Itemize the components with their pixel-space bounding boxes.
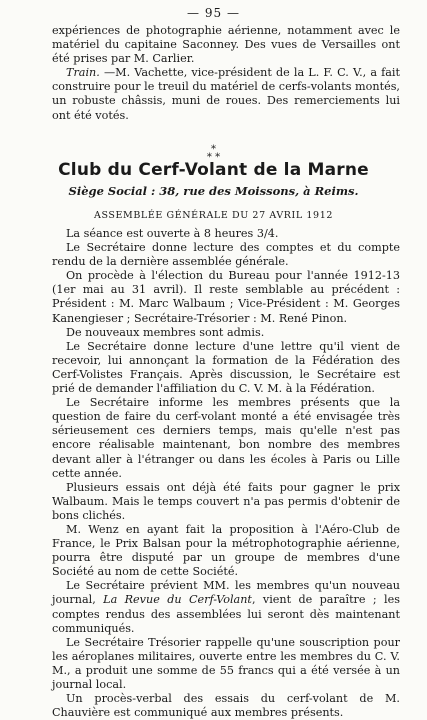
club-title: Club du Cerf-Volant de la Marne bbox=[58, 160, 369, 180]
minutes-paragraph: M. Wenz en ayant fait la proposition à l'Aéro-Club de France, le Prix Balsan pour la métrophotographie aérienne, pourra être disputé par un groupe de membres d'une Société au nom de cette Société. bbox=[52, 522, 400, 579]
assembly-heading: ASSEMBLÉE GÉNÉRALE DU 27 AVRIL 1912 bbox=[93, 210, 333, 221]
train-text: —M. Vachette, vice-président de la L. F. C. V., a fait construire pour le treuil du matériel de cerfs-volants montés, un robuste châssis, muni de roues. Des remerciements lui ont été votés. bbox=[52, 66, 400, 122]
revue-intro: Le Secrétaire prévient MM. les membres qu'un nouveau journal, bbox=[52, 579, 400, 607]
asterism-bottom: * * bbox=[206, 152, 221, 163]
minutes-paragraph: Le Secrétaire Trésorier rappelle qu'une souscription pour les aéroplanes militaires, ouverte entre les membres du C. V. M., a produit une somme de 55 francs qui a été versée à un journal local. bbox=[52, 635, 400, 691]
minutes-paragraph: De nouveaux membres sont admis. bbox=[66, 325, 265, 339]
minutes-paragraph: Un procès-verbal des essais du cerf-volant de M. Chauvière est communiqué aux membres présents. bbox=[52, 692, 400, 720]
minutes-paragraph: La séance est ouverte à 8 heures 3/4. bbox=[66, 227, 279, 240]
top-paragraph-1: expériences de photographie aérienne, notamment avec le matériel du capitaine Saconney. Des vues de Versailles ont été prises par M. Carlier. bbox=[52, 24, 400, 66]
minutes-paragraph: Le Secrétaire donne lecture des comptes et du compte rendu de la dernière assemblée générale. bbox=[52, 241, 400, 269]
train-label: Train. bbox=[66, 66, 100, 80]
minutes-section bbox=[52, 227, 400, 720]
revue-rest: , vient de paraître ; les comptes rendus des assemblées lui seront dès maintenant communiqués. bbox=[52, 593, 401, 635]
top-paragraph-2 bbox=[52, 66, 400, 122]
top-section bbox=[52, 24, 400, 123]
siege-social: Siège Social : 38, rue des Moissons, à Reims. bbox=[68, 184, 359, 198]
minutes-paragraph: Le Secrétaire informe les membres présents que la question de faire du cerf-volant monté a été envisagée très sérieusement ces derniers temps, mais qu'elle n'est pas encore réalisable maintenant, bon nombre des membres devant aller à l'étranger ou dans les écoles à Paris ou Lille cette année. bbox=[52, 396, 400, 480]
minutes-paragraph: On procède à l'élection du Bureau pour l'année 1912-13 (1er mai au 31 avril). Il reste semblable au précédent : Président : M. Marc Walbaum ; Vice-Président : M. Georges Kanengieser ; Secrétaire-Trésorier : M. René Pinon. bbox=[52, 269, 400, 325]
asterism-top: * bbox=[211, 144, 216, 155]
minutes-paragraph-revue bbox=[52, 579, 400, 635]
page-number: — 95 — bbox=[187, 6, 240, 20]
minutes-paragraph: Plusieurs essais ont déjà été faits pour gagner le prix Walbaum. Mais le temps couvert n'a pas permis d'obtenir de bons clichés. bbox=[52, 480, 400, 522]
revue-title: La Revue du Cerf-Volant bbox=[103, 593, 252, 607]
minutes-paragraph: Le Secrétaire donne lecture d'une lettre qu'il vient de recevoir, lui annonçant la formation de la Fédération des Cerf-Volistes Français. Après discussion, le Secrétaire est prié de demander l'affiliation du C. V. M. à la Fédération. bbox=[52, 339, 400, 396]
